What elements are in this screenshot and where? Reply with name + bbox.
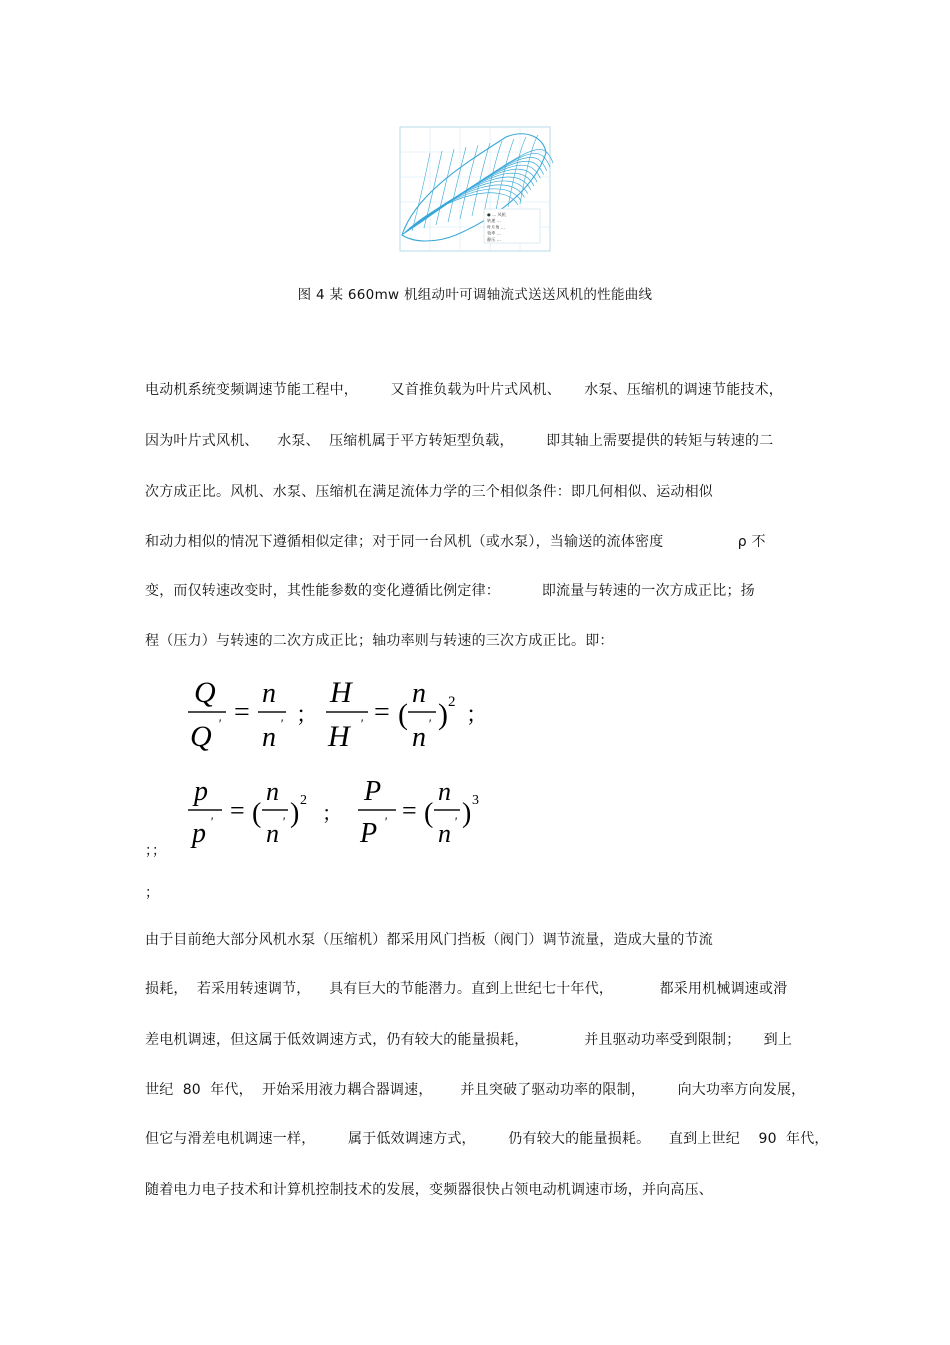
figure-legend-text: 效率 … <box>487 230 501 236</box>
formula-separator: ； <box>322 803 342 825</box>
formula-exponent: 2 <box>300 793 307 808</box>
figure-legend-text: 叶片角 … <box>487 224 506 230</box>
formula-power-ratio <box>356 776 496 854</box>
svg-text:(: ( <box>252 798 262 829</box>
svg-text:(: ( <box>398 698 408 731</box>
paragraph-line: 世纪 80 年代， 开始采用液力耦合器调速， 并且突破了驱动功率的限制， 向大功率方向发展， <box>145 1082 806 1098</box>
svg-text:=: = <box>402 796 417 825</box>
stray-semicolon: ； <box>145 885 159 901</box>
formula-denominator: n <box>262 722 276 753</box>
paragraph-line: 电动机系统变频调速节能工程中， 又首推负载为叶片式风机、 水泵、压缩机的调速节能技术， <box>145 382 783 398</box>
stray-semicolons: ；； <box>145 843 166 859</box>
svg-text:=: = <box>234 697 250 728</box>
formula-numerator: Q <box>194 676 216 709</box>
figure-legend-text: ● … 风机 <box>487 212 506 217</box>
formula-prime: ' <box>218 716 221 731</box>
svg-text:': ' <box>280 716 283 731</box>
formula-numerator: p <box>194 776 208 807</box>
svg-text:=: = <box>374 697 390 728</box>
paragraph-line: 由于目前绝大部分风机水泵（压缩机）都采用风门挡板（阀门）调节流量，造成大量的节流 <box>145 932 713 948</box>
formula-pressure-ratio <box>186 776 346 854</box>
figure-legend-text: 转速 … <box>487 218 501 224</box>
formula-exponent: 2 <box>448 694 456 710</box>
paragraph-line: 程（压力）与转速的二次方成正比；轴功率则与转速的三次方成正比。即： <box>145 633 614 649</box>
formula-separator: ； <box>466 702 489 727</box>
formula-denominator: H <box>328 720 350 753</box>
performance-curve-image <box>386 123 568 258</box>
formula-numerator: n <box>266 777 279 806</box>
formula-denominator: Q <box>190 720 212 753</box>
formula-numerator: H <box>330 676 352 709</box>
paragraph-line: 次方成正比。风机、水泵、压缩机在满足流体力学的三个相似条件：即几何相似、运动相似 <box>145 484 713 500</box>
formula-exponent: 3 <box>472 793 479 808</box>
svg-text:': ' <box>210 814 213 829</box>
svg-text:): ) <box>462 798 472 829</box>
efficiency-contour <box>436 149 454 225</box>
paragraph-line: 但它与滑差电机调速一样， 属于低效调速方式， 仍有较大的能量损耗。 直到上世纪 90 年代， <box>145 1131 829 1147</box>
svg-text:): ) <box>290 798 300 829</box>
formula-denominator: p <box>192 818 206 849</box>
formula-numerator: n <box>412 678 426 709</box>
svg-text:': ' <box>360 716 363 731</box>
formula-flow-ratio <box>186 676 319 754</box>
formula-denominator: n <box>266 819 279 848</box>
formula-numerator: n <box>438 777 451 806</box>
svg-text:=: = <box>230 796 245 825</box>
svg-text:): ) <box>438 698 448 731</box>
formula-denominator: n <box>412 722 426 753</box>
fan-performance-figure <box>386 123 568 258</box>
paragraph-line: 差电机调速，但这属于低效调速方式，仍有较大的能量损耗， 并且驱动功率受到限制； 到上 <box>145 1032 793 1048</box>
efficiency-contour <box>448 147 466 222</box>
svg-text:': ' <box>454 814 457 829</box>
paragraph-line: 损耗， 若采用转速调节， 具有巨大的节能潜力。直到上世纪七十年代， 都采用机械调速或滑 <box>145 981 788 997</box>
formula-denominator: n <box>438 819 451 848</box>
paragraph-line: 和动力相似的情况下遵循相似定律；对于同一台风机（或水泵），当输送的流体密度 ρ 不 <box>145 534 766 550</box>
formula-numerator: P <box>364 776 382 807</box>
formula-separator: ； <box>296 702 319 727</box>
formula-numerator: n <box>262 678 276 709</box>
paragraph-line: 变，而仅转速改变时，其性能参数的变化遵循比例定律： 即流量与转速的一次方成正比；扬 <box>145 583 755 599</box>
figure-caption: 图 4 某 660mw 机组动叶可调轴流式送送风机的性能曲线 <box>297 287 653 303</box>
svg-text:': ' <box>282 814 285 829</box>
paragraph-line: 随着电力电子技术和计算机控制技术的发展，变频器很快占领电动机调速市场，并向高压、 <box>145 1182 713 1198</box>
paragraph-line: 因为叶片式风机、 水泵、 压缩机属于平方转矩型负载， 即其轴上需要提供的转矩与转速的二 <box>145 433 774 449</box>
figure-legend-text: 静压 … <box>487 236 501 242</box>
efficiency-contour <box>496 139 514 210</box>
formula-denominator: P <box>360 818 378 849</box>
formula-head-ratio <box>324 676 489 754</box>
svg-text:': ' <box>384 814 387 829</box>
svg-text:': ' <box>428 716 431 731</box>
svg-text:(: ( <box>424 798 434 829</box>
efficiency-contour <box>460 145 478 219</box>
